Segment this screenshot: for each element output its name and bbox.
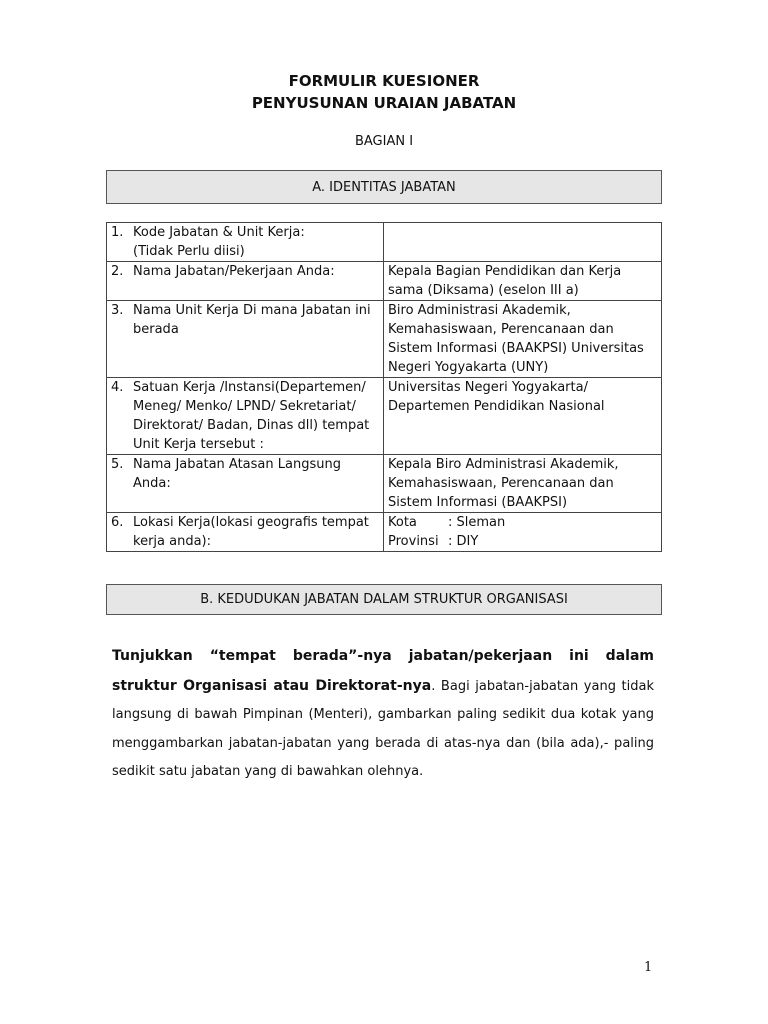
- section-b-heading: B. KEDUDUKAN JABATAN DALAM STRUKTUR ORGANISASI: [106, 584, 662, 615]
- question-cell: [107, 378, 384, 455]
- answer-cell: Universitas Negeri Yogyakarta/ Departemen Pendidikan Nasional: [384, 378, 662, 455]
- question-cell: [107, 455, 384, 513]
- question-cell: [107, 513, 384, 552]
- question-text: Lokasi Kerja(lokasi geografis tempat kerja anda):: [133, 515, 369, 549]
- answer-cell: Kepala Biro Administrasi Akademik, Kemahasiswaan, Perencanaan dan Sistem Informasi (BAAKPSI): [384, 455, 662, 513]
- form-subtitle: PENYUSUNAN URAIAN JABATAN: [251, 94, 517, 112]
- row-number: 4.: [111, 380, 124, 395]
- row-number: 1.: [111, 225, 124, 240]
- question-text: Nama Jabatan Atasan Langsung Anda:: [133, 457, 341, 491]
- table-row: [107, 301, 662, 378]
- instruction-text: . Bagi jabatan-jabatan yang tidak langsung di bawah Pimpinan (Menteri), gambarkan paling sedikit dua kotak yang menggambarkan jabatan-jabatan yang berada di atas-nya dan (bila ada),- paling sedikit satu jabatan yang di bawahkan olehnya.: [112, 678, 655, 779]
- question-cell: [107, 262, 384, 301]
- form-title: FORMULIR KUESIONER: [288, 72, 480, 90]
- row-number: 6.: [111, 515, 124, 530]
- answer-cell: [384, 513, 662, 552]
- table-row: [107, 455, 662, 513]
- question-text: Nama Jabatan/Pekerjaan Anda:: [133, 264, 335, 279]
- identity-table: [106, 222, 662, 552]
- instruction-bold: Tunjukkan “tempat berada”-nya jabatan/pekerjaan ini dalam struktur Organisasi atau Direktorat-nya: [112, 648, 654, 694]
- answer-cell: Kepala Bagian Pendidikan dan Kerja sama (Diksama) (eselon III a): [384, 262, 662, 301]
- table-row: [107, 262, 662, 301]
- answer-cell: [384, 223, 662, 262]
- answer-cell: Biro Administrasi Akademik, Kemahasiswaan, Perencanaan dan Sistem Informasi (BAAKPSI) Universitas Negeri Yogyakarta (UNY): [384, 301, 662, 378]
- page-number: 1: [644, 960, 653, 975]
- question-text: Nama Unit Kerja Di mana Jabatan ini berada: [133, 303, 371, 337]
- provinsi-value: : DIY: [448, 534, 479, 549]
- row-number: 3.: [111, 303, 124, 318]
- row-number: 2.: [111, 264, 124, 279]
- question-cell: [107, 223, 384, 262]
- table-row: [107, 378, 662, 455]
- question-cell: [107, 301, 384, 378]
- question-text: Satuan Kerja /Instansi(Departemen/ Meneg/ Menko/ LPND/ Sekretariat/ Direktorat/ Badan, Dinas dll) tempat Unit Kerja tersebut :: [133, 380, 370, 452]
- table-row: [107, 223, 662, 262]
- instruction-paragraph: [112, 642, 654, 787]
- part-label: BAGIAN I: [354, 134, 414, 149]
- table-row: [107, 513, 662, 552]
- kota-value: : Sleman: [448, 515, 506, 530]
- section-a-heading: A. IDENTITAS JABATAN: [106, 170, 662, 204]
- row-number: 5.: [111, 457, 124, 472]
- provinsi-label: Provinsi: [388, 534, 439, 549]
- kota-label: Kota: [388, 515, 417, 530]
- question-text: Kode Jabatan & Unit Kerja: (Tidak Perlu diisi): [133, 225, 305, 259]
